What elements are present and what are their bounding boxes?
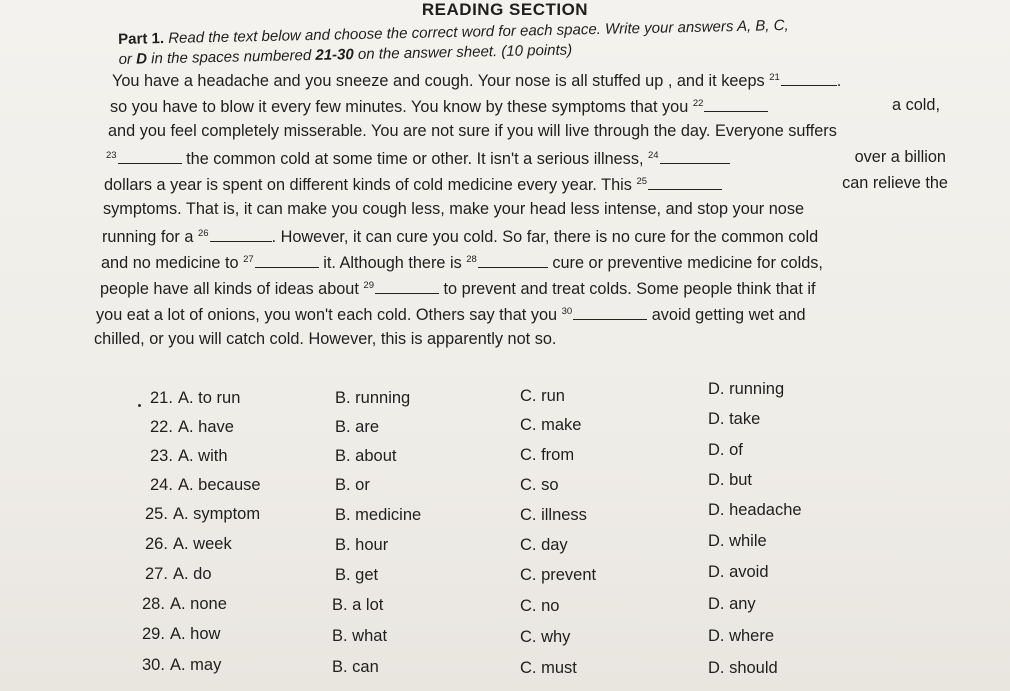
question-23-option-d[interactable]: D. of	[708, 441, 743, 459]
question-30-number: 30.	[142, 656, 165, 674]
passage-text: people have all kinds of ideas about	[100, 280, 359, 298]
question-29-option-b[interactable]: B. what	[332, 627, 388, 645]
question-25-number: 25.	[145, 505, 168, 523]
question-27-number: 27.	[145, 565, 168, 583]
question-26-option-c[interactable]: C. day	[520, 536, 568, 554]
passage-text: symptoms. That is, it can make you cough less, make your head less intense, and stop your nose	[103, 200, 805, 218]
question-30-option-c[interactable]: C. must	[520, 659, 577, 677]
question-28-option-d[interactable]: D. any	[708, 595, 756, 613]
passage-text: .	[836, 72, 842, 90]
question-29-number: 29.	[142, 625, 165, 643]
question-23-number: 23.	[150, 447, 173, 465]
passage-text: . However, it can cure you cold. So far, there is no cure for the common cold	[271, 228, 819, 246]
passage-text: cure or preventive medicine for colds,	[552, 254, 823, 272]
question-23-option-b[interactable]: B. about	[335, 447, 397, 465]
instructions-text-1: Read the text below and choose the correct word for each space. Write your answers A, B, C,	[168, 16, 789, 47]
question-22-number: 22.	[150, 418, 173, 436]
passage-text: you eat a lot of onions, you won't each cold. Others say that you	[96, 306, 558, 324]
blank-number-30: 30	[561, 305, 573, 317]
question-30-option-b[interactable]: B. can	[332, 658, 379, 676]
passage-text: and you feel completely misserable. You are not sure if you will live through the day. Everyone suffers	[108, 122, 837, 140]
question-30-option-a[interactable]: A. may	[170, 656, 222, 674]
passage-text: it. Although there is	[323, 254, 462, 272]
question-24-option-d[interactable]: D. but	[708, 471, 753, 489]
question-26-option-a[interactable]: A. week	[173, 535, 232, 553]
question-26-option-b[interactable]: B. hour	[335, 536, 389, 554]
passage-text: a cold,	[892, 96, 940, 114]
passage-text: chilled, or you will catch cold. However, this is apparently not so.	[94, 330, 557, 348]
question-22-option-a[interactable]: A. have	[178, 418, 234, 436]
instructions-or: or	[118, 50, 133, 68]
question-24-number: 24.	[150, 476, 173, 494]
bullet-dot	[138, 404, 141, 407]
question-21-number: 21.	[150, 389, 173, 407]
passage-text: avoid getting wet and	[651, 306, 806, 324]
question-27-option-c[interactable]: C. prevent	[520, 566, 597, 584]
question-27-option-a[interactable]: A. do	[173, 565, 212, 583]
blank-number-26: 26	[197, 227, 209, 239]
question-21-option-b[interactable]: B. running	[335, 389, 411, 407]
instructions-post: on the answer sheet. (10 points)	[357, 41, 573, 63]
blank-number-28: 28	[466, 253, 477, 265]
question-25-option-d[interactable]: D. headache	[708, 501, 802, 519]
question-28-option-a[interactable]: A. none	[170, 595, 227, 613]
question-28-option-c[interactable]: C. no	[520, 597, 560, 615]
instructions-d: D	[135, 50, 148, 68]
question-22-option-b[interactable]: B. are	[335, 418, 380, 436]
question-24-option-a[interactable]: A. because	[178, 476, 261, 494]
question-28-number: 28.	[142, 595, 165, 613]
question-29-option-c[interactable]: C. why	[520, 628, 571, 646]
question-28-option-b[interactable]: B. a lot	[332, 596, 384, 614]
blank-number-24: 24	[648, 149, 659, 161]
question-21-option-a[interactable]: A. to run	[178, 389, 241, 407]
passage-text: You have a headache and you sneeze and cough. Your nose is all stuffed up , and it keeps	[112, 72, 765, 90]
question-21-option-d[interactable]: D. running	[708, 380, 785, 398]
passage-text: and no medicine to	[101, 254, 239, 272]
passage-text: the common cold at some time or other. It isn't a serious illness,	[186, 150, 644, 168]
passage-text: over a billion	[854, 148, 946, 166]
instructions-mid: in the spaces numbered	[150, 46, 312, 68]
question-27-option-d[interactable]: D. avoid	[708, 563, 769, 581]
question-22-option-d[interactable]: D. take	[708, 410, 761, 428]
question-22-option-c[interactable]: C. make	[520, 416, 582, 434]
question-23-option-a[interactable]: A. with	[178, 447, 228, 465]
section-title: READING SECTION	[421, 0, 589, 19]
part-label: Part 1.	[118, 30, 165, 48]
blank-number-22: 22	[692, 97, 704, 109]
question-26-number: 26.	[145, 535, 168, 553]
question-25-option-b[interactable]: B. medicine	[335, 506, 422, 524]
blank-number-29: 29	[363, 279, 374, 291]
passage-text: can relieve the	[842, 174, 948, 192]
question-26-option-d[interactable]: D. while	[708, 532, 767, 550]
instructions-range: 21-30	[315, 46, 354, 64]
passage-text: to prevent and treat colds. Some people think that if	[443, 280, 816, 298]
question-29-option-d[interactable]: D. where	[708, 627, 775, 645]
question-27-option-b[interactable]: B. get	[335, 566, 379, 584]
blank-number-23: 23	[106, 149, 117, 161]
blank-number-27: 27	[243, 253, 254, 265]
question-24-option-b[interactable]: B. or	[335, 476, 370, 494]
blank-number-21: 21	[769, 71, 780, 83]
question-25-option-a[interactable]: A. symptom	[173, 505, 261, 523]
question-29-option-a[interactable]: A. how	[170, 625, 221, 643]
passage-text: running for a	[102, 228, 194, 246]
question-24-option-c[interactable]: C. so	[520, 476, 559, 494]
question-21-option-c[interactable]: C. run	[520, 387, 565, 405]
passage-text: dollars a year is spent on different kinds of cold medicine every year. This	[104, 176, 632, 194]
question-30-option-d[interactable]: D. should	[708, 659, 778, 677]
question-23-option-c[interactable]: C. from	[520, 446, 575, 464]
question-25-option-c[interactable]: C. illness	[520, 506, 587, 524]
blank-number-25: 25	[636, 175, 648, 187]
passage-text: so you have to blow it every few minutes. You know by these symptoms that you	[110, 98, 689, 116]
